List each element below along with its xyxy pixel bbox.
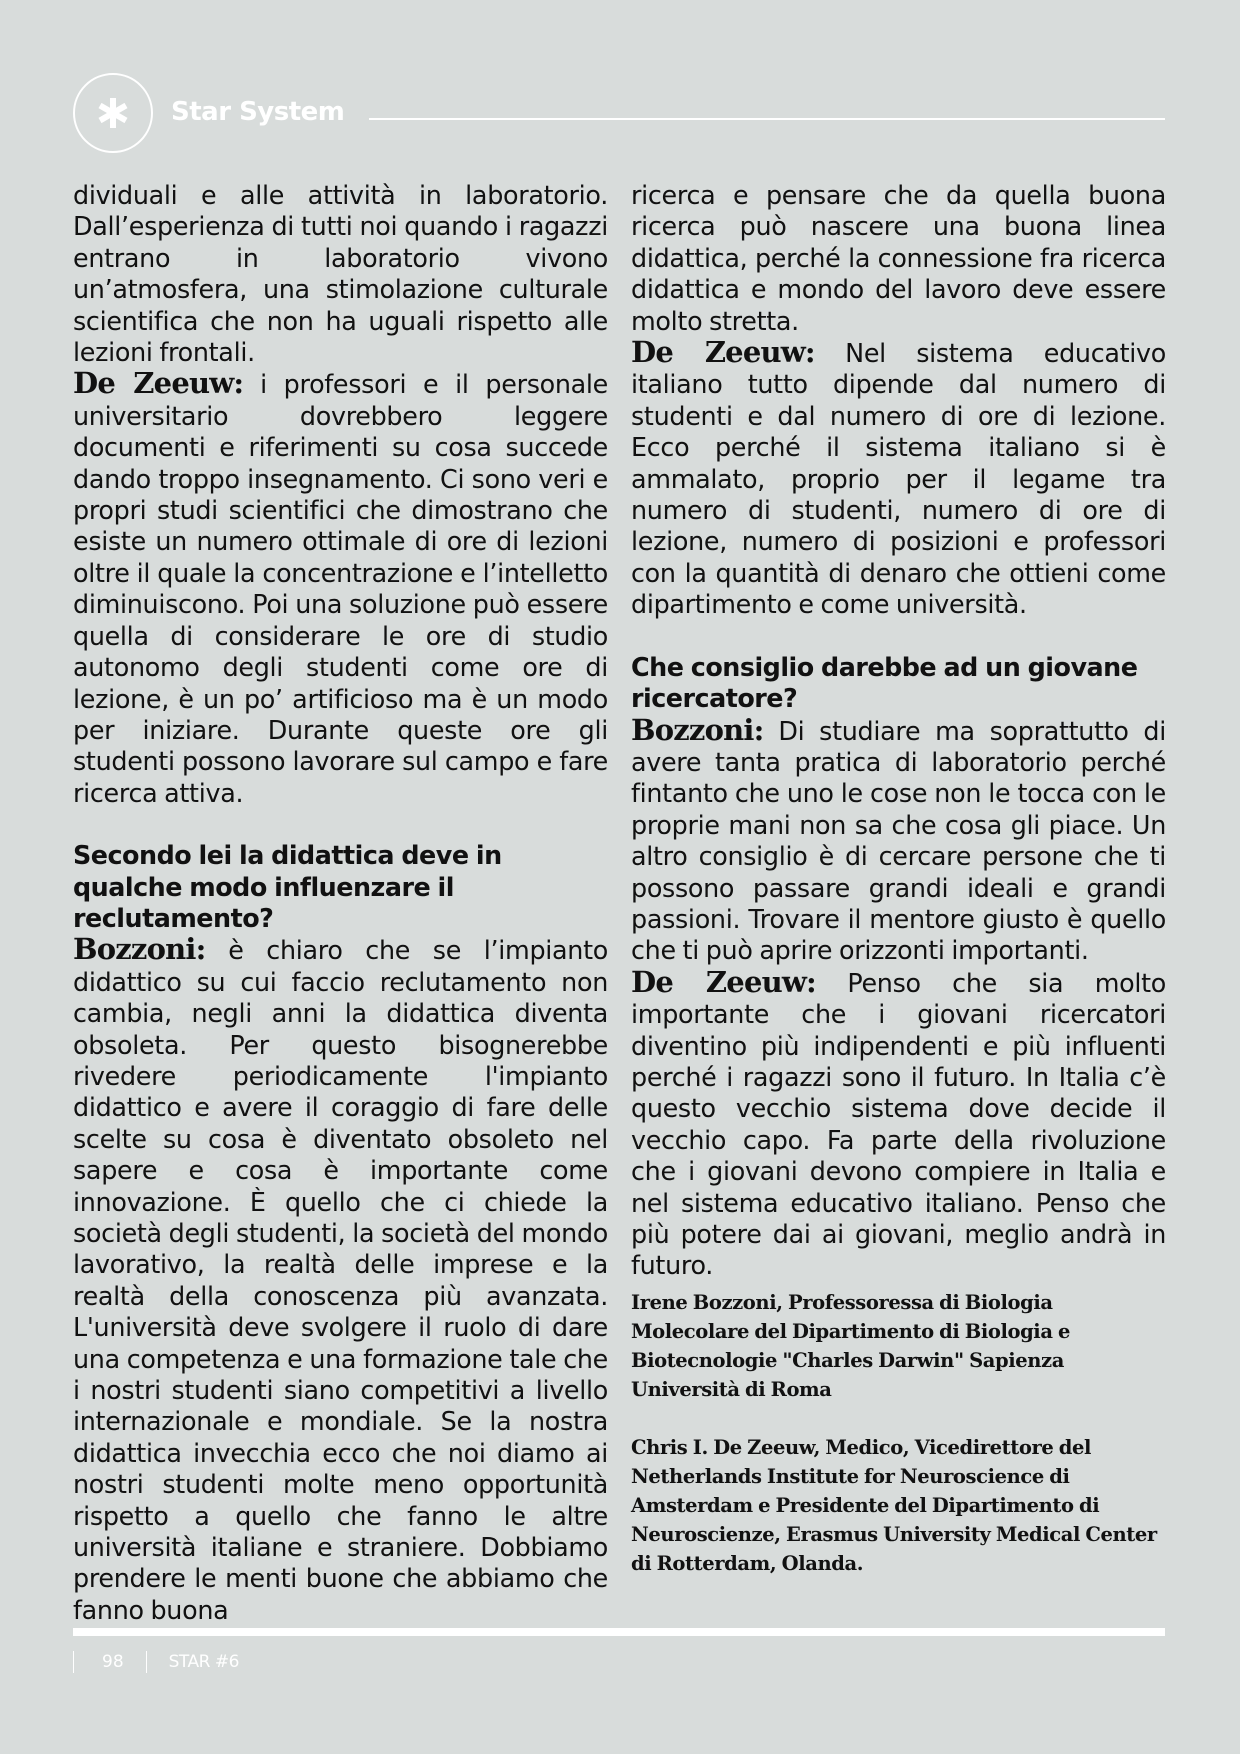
paragraph: De Zeeuw: Nel sistema educativo italiano tutto dipende dal numero di studenti e dal numero di ore di lezione. Ecco perché il sistema italiano si è ammalato, proprio per il legame tra numero di studenti, numero di ore di lezione, numero di posizioni e professori con la quantità di denaro che ottieni come dipartimento e come università. [631, 335, 1166, 620]
paragraph: De Zeeuw: Penso che sia molto importante che i giovani ricercatori diventino più indipendenti e più influenti perché i ragazzi sono il futuro. In Italia c’è questo vecchio sistema dove decide il vecchio capo. Fa parte della rivoluzione che i giovani devono compiere in Italia e nel sistema educativo italiano. Penso che più potere dai ai giovani, meglio andrà in futuro. [631, 964, 1166, 1281]
paragraph: dividuali e alle attività in laboratorio. Dall’esperienza di tutti noi quando i ragazzi entrano in laboratorio vivono un’atmosfera, una stimolazione culturale scientifica che non ha uguali rispetto alle lezioni frontali. [73, 180, 608, 368]
page-number: 98 [102, 1652, 124, 1672]
right-column [631, 180, 1166, 1578]
section-title: Star System [171, 97, 345, 127]
footer-rule [73, 1628, 1165, 1636]
interview-question: Secondo lei la didattica deve in qualche modo influenzare il reclutamento? [73, 840, 502, 933]
speaker-name: De Zeeuw: [631, 964, 816, 999]
speaker-name: Bozzoni: [631, 712, 764, 747]
left-column [73, 180, 608, 1626]
paragraph: ricerca e pensare che da quella buona ricerca può nascere una buona linea didattica, perché la connessione fra ricerca didattica e mondo del lavoro deve essere molto stretta. [631, 180, 1166, 336]
paragraph: De Zeeuw: i professori e il personale universitario dovrebbero leggere documenti e riferimenti su cosa succede dando troppo insegnamento. Ci sono veri e propri studi scientifici che dimostrano che esiste un numero ottimale di ore di lezioni oltre il quale la concentrazione e l’intelletto diminuiscono. Poi una soluzione può essere quella di considerare le ore di studio autonomo degli studenti come ore di lezione, è un po’ artificioso ma è un modo per iniziare. Durante queste ore gli studenti possono lavorare sul campo e fare ricerca attiva. [73, 366, 608, 808]
author-bio: Chris I. De Zeeuw, Medico, Vicedirettore del Netherlands Institute for Neuroscience di Amsterdam e Presidente del Dipartimento di Neuroscienze, Erasmus University Medical Center di Rotterdam, Olanda. [631, 1435, 1157, 1575]
paragraph: Bozzoni: è chiaro che se l’impianto didattico su cui faccio reclutamento non cambia, negli anni la didattica diventa obsoleta. Per questo bisognerebbe rivedere periodicamente l'impianto didattico e avere il coraggio di fare delle scelte su cosa è diventato obsoleto nel sapere e cosa è importante come innovazione. È quello che ci chiede la società degli studenti, la società del mondo lavorativo, la realtà delle imprese e la realtà della conoscenza più avanzata. L'università deve svolgere il ruolo di dare una competenza e una formazione tale che i nostri studenti siano competitivi a livello internazionale e mondiale. Se la nostra didattica invecchia ecco che noi diamo ai nostri studenti molte meno opportunità rispetto a quello che fanno le altre università italiane e straniere. Dobbiamo prendere le menti buone che abbiamo che fanno buona [73, 932, 608, 1625]
paragraph: Bozzoni: Di studiare ma soprattutto di avere tanta pratica di laboratorio perché fintanto che uno le cose non le tocca con le proprie mani non sa che cosa gli piace. Un altro consiglio è di cercare persone che ti possono passare grandi ideali e grandi passioni. Trovare il mentore giusto è quello che ti può aprire orizzonti importanti. [631, 712, 1166, 966]
issue-label: STAR #6 [168, 1652, 239, 1672]
asterisk-icon [73, 73, 153, 153]
speaker-name: Bozzoni: [73, 932, 206, 967]
speaker-name: De Zeeuw: [73, 366, 244, 401]
speaker-name: De Zeeuw: [631, 335, 815, 370]
interview-question: Che consiglio darebbe ad un giovane ricercatore? [631, 651, 1138, 714]
header-rule [369, 118, 1165, 120]
page-header [73, 73, 1165, 161]
author-bio: Irene Bozzoni, Professoressa di Biologia Molecolare del Dipartimento di Biologia e Biotecnologie "Charles Darwin" Sapienza Università di Roma [631, 1290, 1070, 1401]
page-footer [73, 1650, 239, 1674]
